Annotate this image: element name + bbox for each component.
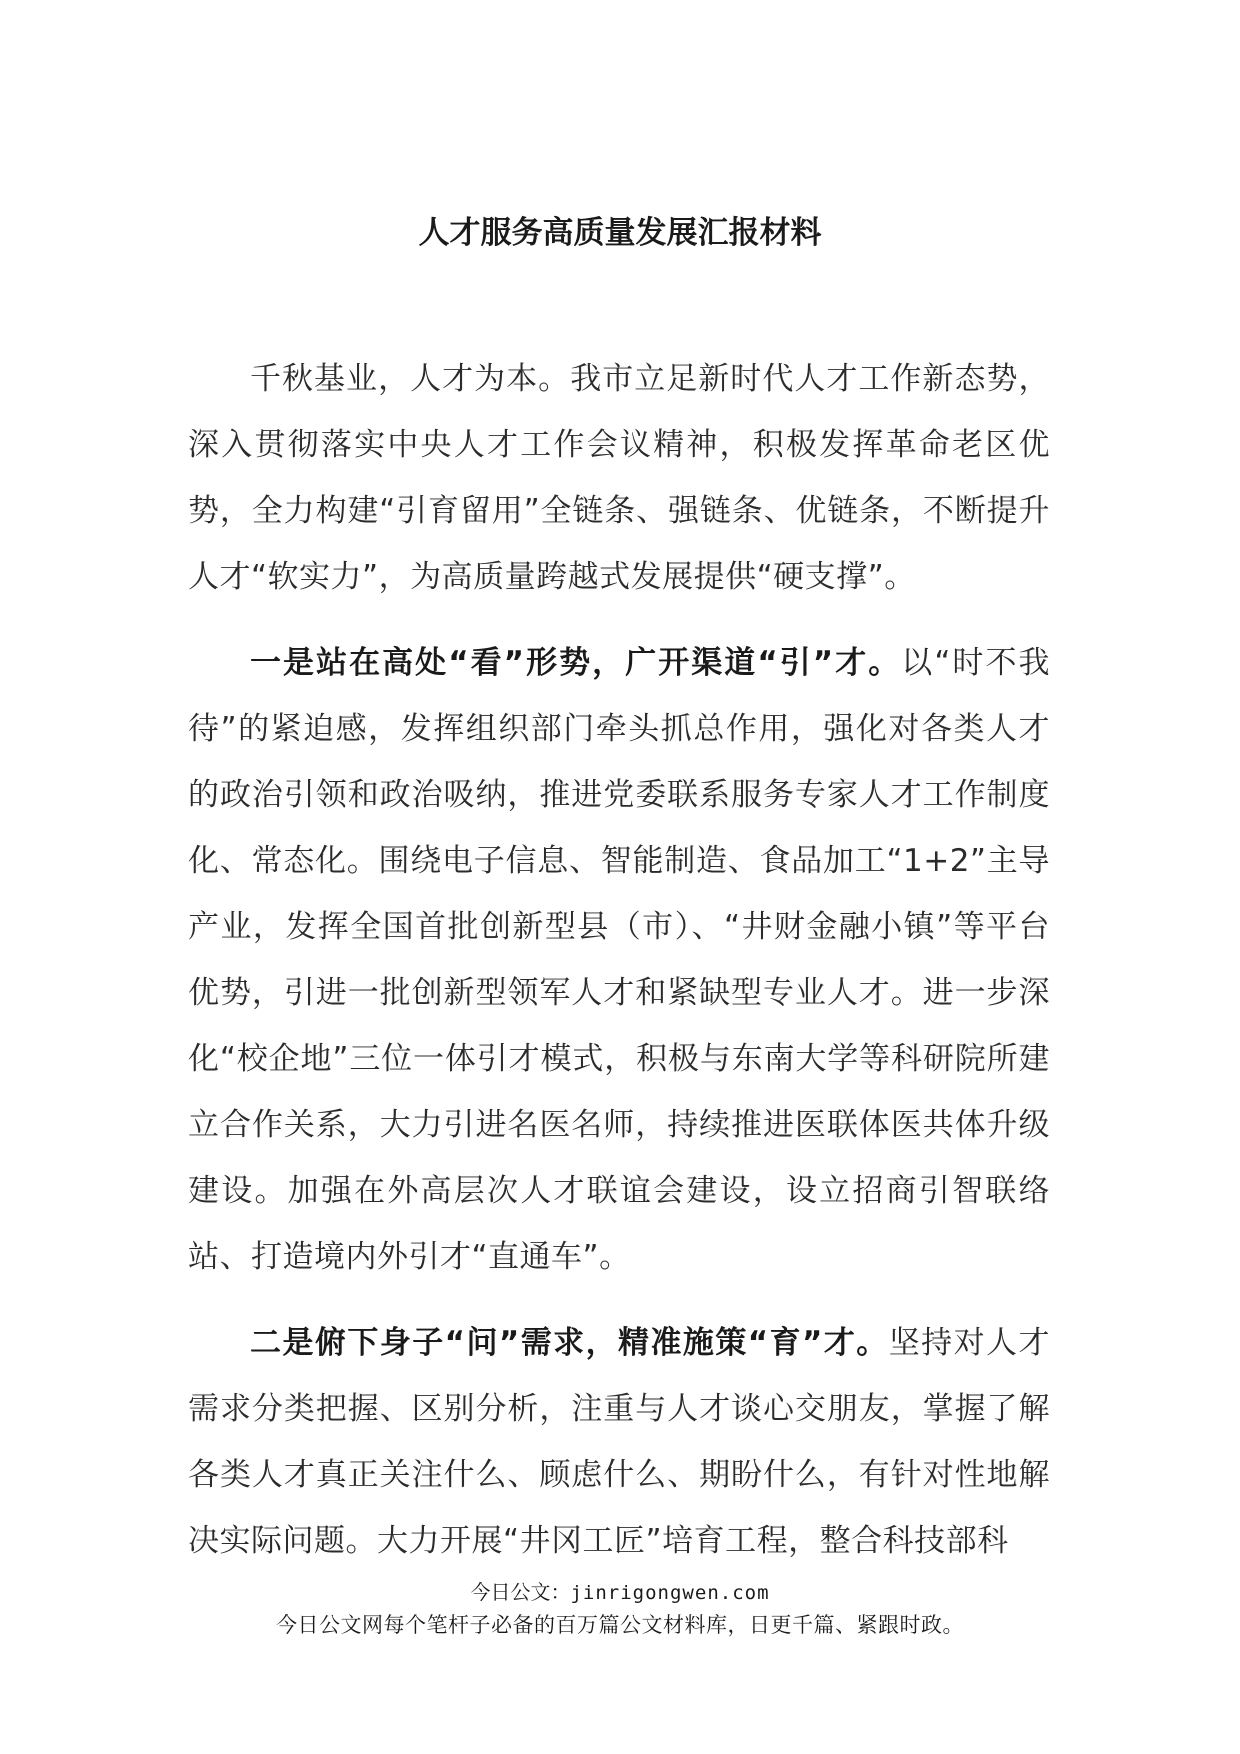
document-body: [188, 346, 1050, 1594]
paragraph-text: 坚持对人才需求分类把握、区别分析，注重与人才谈心交朋友，掌握了解各类人才真正关注什么、顾虑什么、期盼什么，有针对性地解决实际问题。大力开展“井冈工匠”培育工程，整合科技部科: [188, 1325, 1050, 1559]
paragraph-lead-heading: 二是俯下身子“问”需求，精准施策“育”才。: [250, 1325, 889, 1361]
footer-site-label: 今日公文：: [470, 1580, 571, 1604]
paragraph-section-two: [188, 1310, 1050, 1574]
paragraph-intro: [188, 346, 1050, 610]
paragraph-lead-heading: 一是站在高处“看”形势，广开渠道“引”才。: [250, 645, 902, 681]
document-title: 人才服务高质量发展汇报材料: [418, 214, 822, 251]
paragraph-section-one: [188, 630, 1050, 1290]
paragraph-text: 千秋基业，人才为本。我市立足新时代人才工作新态势，深入贯彻落实中央人才工作会议精神，积极发挥革命老区优势，全力构建“引育留用”全链条、强链条、优链条，不断提升人才“软实力”，为高质量跨越式发展提供“硬支撑”。: [188, 361, 1050, 595]
footer-site: [0, 1578, 1240, 1607]
paragraph-text: 以“时不我待”的紧迫感，发挥组织部门牵头抓总作用，强化对各类人才的政治引领和政治吸纳，推进党委联系服务专家人才工作制度化、常态化。围绕电子信息、智能制造、食品加工“1+2”主导产业，发挥全国首批创新型县（市）、“井财金融小镇”等平台优势，引进一批创新型领军人才和紧缺型专业人才。进一步深化“校企地”三位一体引才模式，积极与东南大学等科研院所建立合作关系，大力引进名医名师，持续推进医联体医共体升级建设。加强在外高层次人才联谊会建设，设立招商引智联络站、打造境内外引才“直通车”。: [188, 645, 1051, 1275]
footer-slogan: 今日公文网每个笔杆子必备的百万篇公文材料库，日更千篇、紧跟时政。: [276, 1613, 964, 1637]
footer-site-url[interactable]: jinrigongwen.com: [570, 1582, 770, 1604]
